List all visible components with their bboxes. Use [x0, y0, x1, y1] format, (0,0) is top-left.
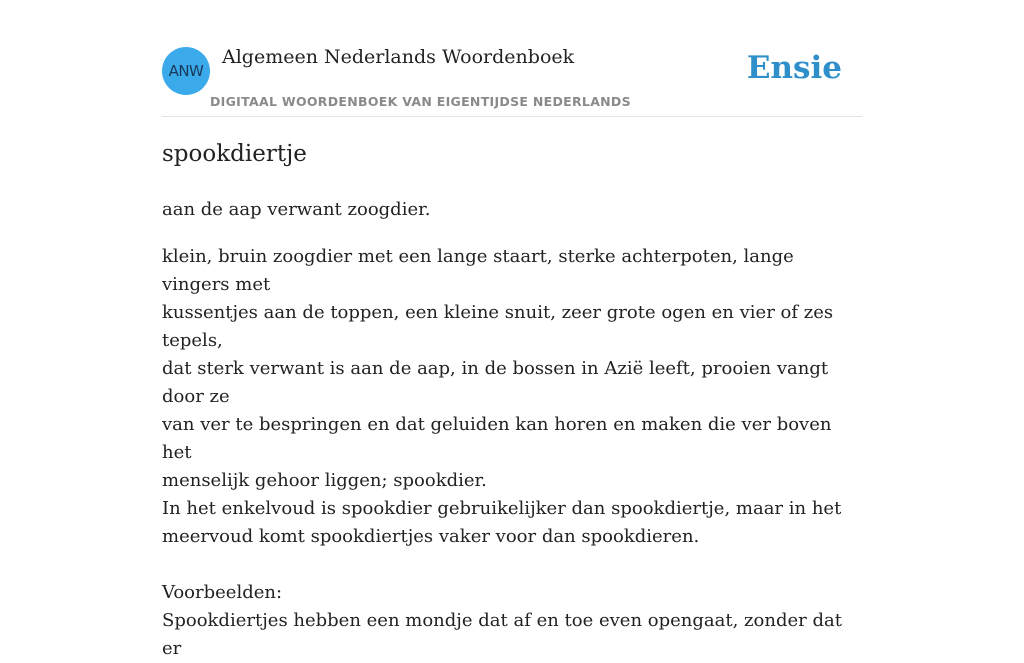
definition-line: menselijk gehoor liggen; spookdier.: [162, 470, 487, 491]
example-sentence: Spookdiertjes hebben een mondje dat af en toe even opengaat, zonder dat er: [162, 610, 842, 659]
entry-content: [162, 136, 862, 663]
entry-title: spookdiertje: [162, 141, 307, 167]
site-title-link[interactable]: Algemeen Nederlands Woordenboek: [222, 46, 575, 68]
examples-label: Voorbeelden:: [162, 582, 283, 603]
long-definition: [162, 243, 862, 663]
site-header: [162, 44, 862, 117]
definition-line: van ver te bespringen en dat geluiden kan horen en maken die ver boven het: [162, 414, 832, 463]
definition-line: dat sterk verwant is aan de aap, in de bossen in Azië leeft, prooien vangt door ze: [162, 358, 829, 407]
usage-note-line: meervoud komt spookdiertjes vaker voor dan spookdieren.: [162, 526, 700, 547]
paragraph-spacer: [162, 551, 862, 579]
anw-logo[interactable]: ANW: [162, 47, 210, 95]
short-definition: aan de aap verwant zoogdier.: [162, 199, 431, 220]
ensie-brand-logo[interactable]: Ensie: [746, 50, 842, 86]
site-subtitle: DIGITAAL WOORDENBOEK VAN EIGENTIJDSE NEDERLANDS: [210, 94, 631, 109]
definition-line: klein, bruin zoogdier met een lange staart, sterke achterpoten, lange vingers met: [162, 246, 794, 295]
usage-note-line: In het enkelvoud is spookdier gebruikelijker dan spookdiertje, maar in het: [162, 498, 842, 519]
definition-line: kussentjes aan de toppen, een kleine snuit, zeer grote ogen en vier of zes tepels,: [162, 302, 834, 351]
